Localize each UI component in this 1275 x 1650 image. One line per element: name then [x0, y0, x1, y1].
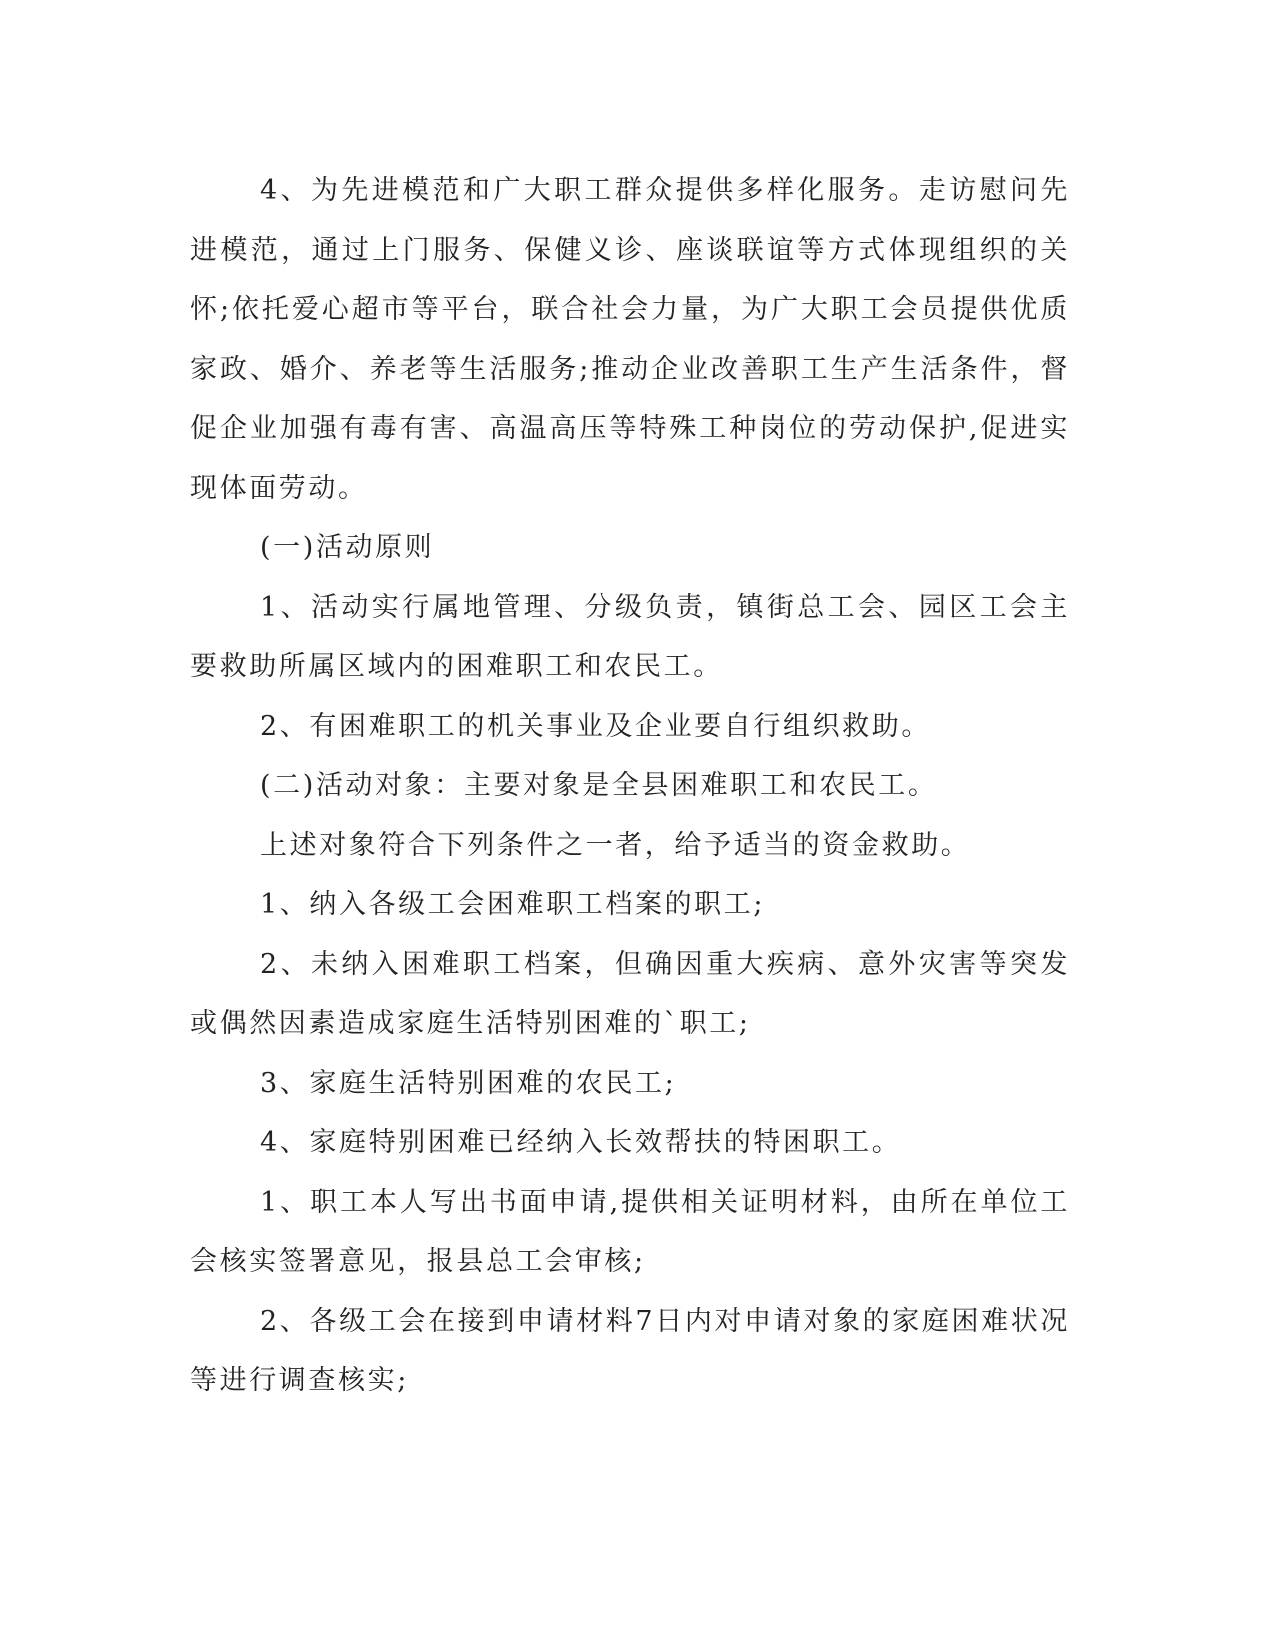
paragraph-conditions-intro: 上述对象符合下列条件之一者，给予适当的资金救助。 — [260, 829, 971, 861]
paragraph-condition-1: 1、纳入各级工会困难职工档案的职工; — [260, 889, 766, 920]
heading-activity-principles: (一)活动原则 — [260, 532, 435, 563]
paragraph-principle-2: 2、有困难职工的机关事业及企业要自行组织救助。 — [260, 710, 931, 742]
paragraph-condition-4: 4、家庭特别困难已经纳入长效帮扶的特困职工。 — [260, 1127, 902, 1158]
document-body — [190, 161, 1070, 1411]
heading-activity-targets: (二)活动对象：主要对象是全县困难职工和农民工。 — [260, 770, 938, 801]
paragraph-procedure-2: 2、各级工会在接到申请材料7日内对申请对象的家庭困难状况等进行调查核实; — [190, 1305, 1070, 1396]
paragraph-condition-3: 3、家庭生活特别困难的农民工; — [260, 1067, 677, 1099]
paragraph-service: 4、为先进模范和广大职工群众提供多样化服务。走访慰问先进模范，通过上门服务、保健义诊、座谈联谊等方式体现组织的关怀;依托爱心超市等平台，联合社会力量，为广大职工会员提供优质家政、婚介、养老等生活服务;推动企业改善职工生产生活条件，督促企业加强有毒有害、高温高压等特殊工种岗位的劳动保护,促进实现体面劳动。 — [190, 175, 1070, 504]
paragraph-procedure-1: 1、职工本人写出书面申请,提供相关证明材料，由所在单位工会核实签署意见，报县总工会审核; — [190, 1186, 1070, 1277]
paragraph-principle-1: 1、活动实行属地管理、分级负责，镇街总工会、园区工会主要救助所属区域内的困难职工和农民工。 — [190, 591, 1070, 682]
paragraph-condition-2: 2、未纳入困难职工档案，但确因重大疾病、意外灾害等突发或偶然因素造成家庭生活特别困难的`职工; — [190, 948, 1070, 1039]
